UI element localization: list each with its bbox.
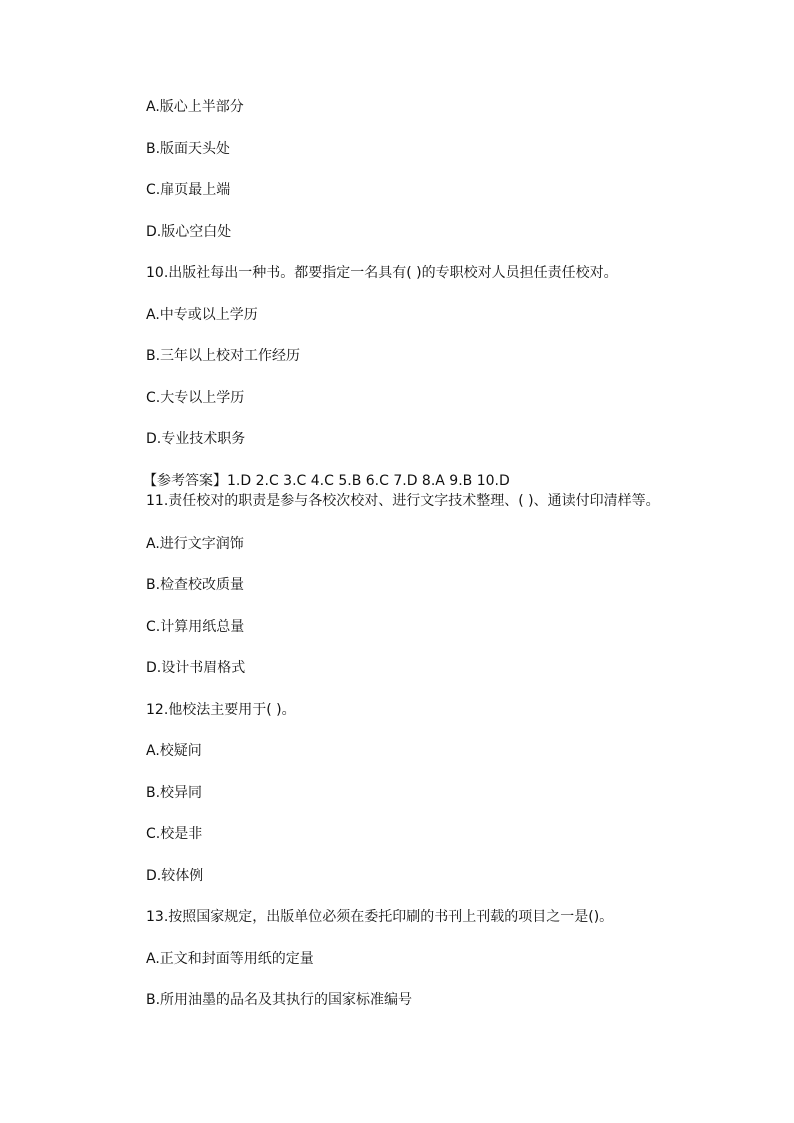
answer-key: 【参考答案】1.D 2.C 3.C 4.C 5.B 6.C 7.D 8.A 9.B 10.D [143, 473, 510, 489]
q10-option-c: C.大专以上学历 [146, 390, 245, 406]
q11-option-a: A.进行文字润饰 [146, 536, 244, 552]
q9-option-b: B.版面天头处 [146, 141, 231, 157]
q9-option-c: C.扉页最上端 [146, 182, 231, 198]
q12-option-b: B.校异同 [146, 785, 203, 801]
q10-option-d: D.专业技术职务 [146, 431, 246, 447]
q12-option-a: A.校疑问 [146, 743, 202, 759]
q11-option-c: C.计算用纸总量 [146, 619, 245, 635]
q12-option-c: C.校是非 [146, 826, 203, 842]
q11-question: 11.责任校对的职责是参与各校次校对、进行文字技术整理、( )、通读付印清样等。 [146, 493, 660, 509]
q10-option-a: A.中专或以上学历 [146, 307, 258, 323]
q11-option-d: D.设计书眉格式 [146, 660, 246, 676]
q10-option-b: B.三年以上校对工作经历 [146, 348, 301, 364]
q9-option-d: D.版心空白处 [146, 224, 232, 240]
q12-option-d: D.较体例 [146, 868, 204, 884]
q11-option-b: B.检查校改质量 [146, 577, 245, 593]
q13-question: 13.按照国家规定，出版单位必须在委托印刷的书刊上刊载的项目之一是()。 [146, 909, 614, 925]
q12-question: 12.他校法主要用于( )。 [146, 702, 296, 718]
q13-option-b: B.所用油墨的品名及其执行的国家标准编号 [146, 992, 413, 1008]
q13-option-a: A.正文和封面等用纸的定量 [146, 951, 314, 967]
q9-option-a: A.版心上半部分 [146, 99, 244, 115]
q10-question: 10.出版社每出一种书。都要指定一名具有( )的专职校对人员担任责任校对。 [146, 265, 618, 281]
